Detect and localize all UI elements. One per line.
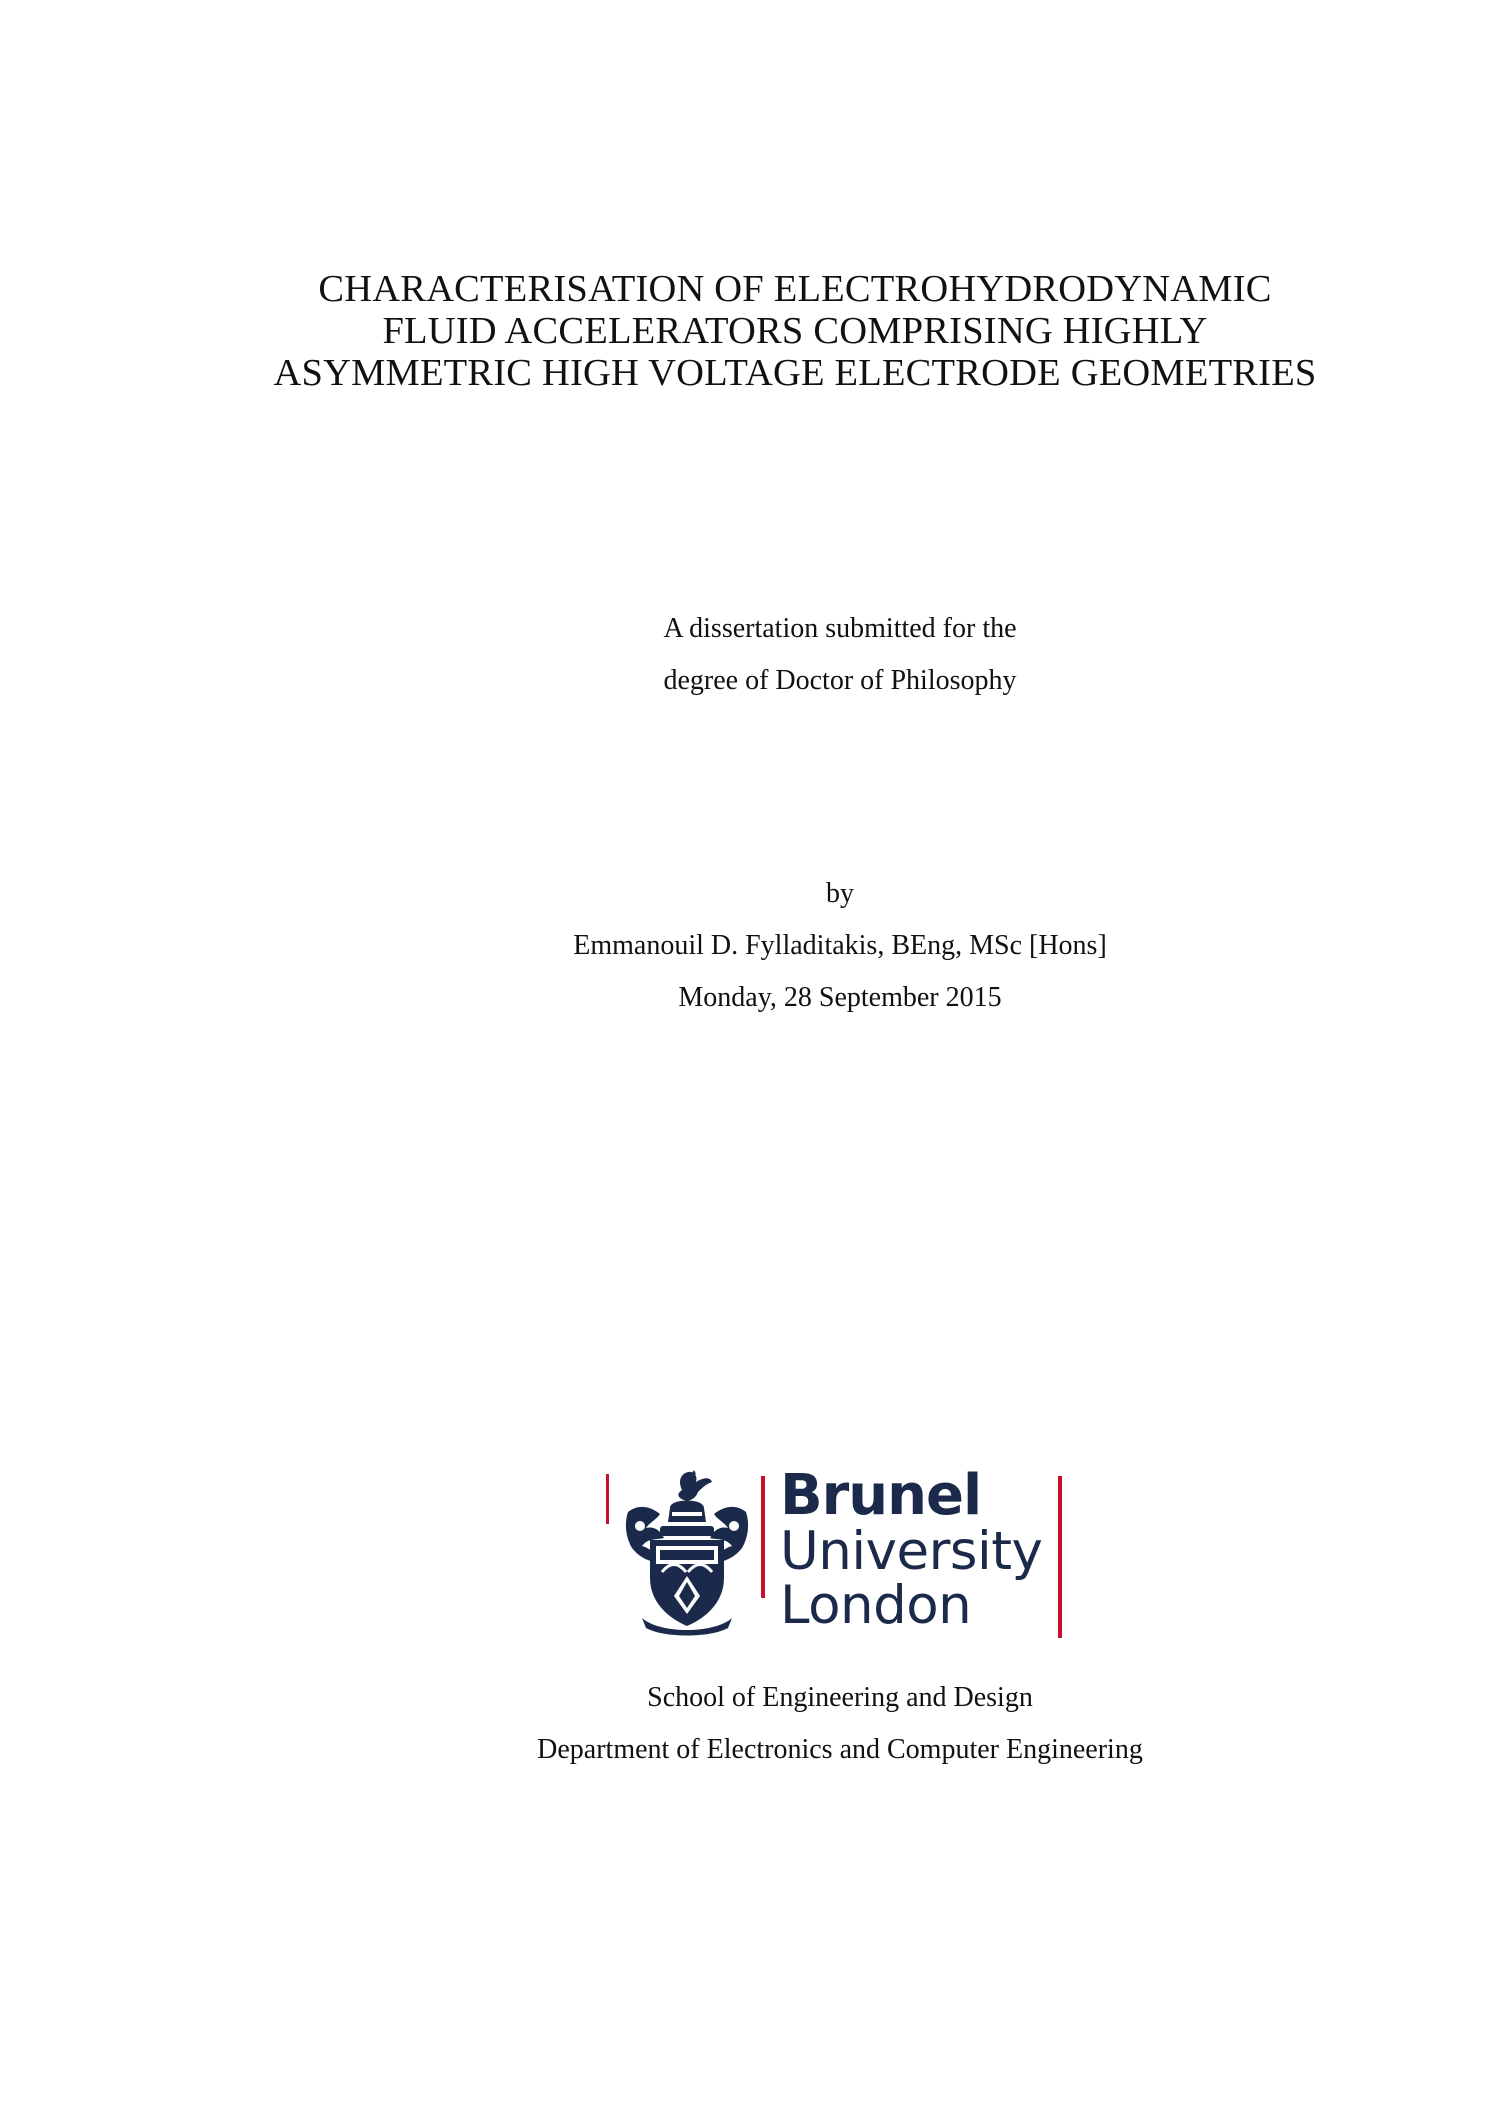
author-name: Emmanouil D. Fylladitakis, BEng, MSc [Hons] [573, 930, 1107, 961]
logo-left-rule [606, 1474, 609, 1524]
by-label: by [826, 878, 854, 909]
dissertation-statement [420, 603, 1260, 707]
submission-date: Monday, 28 September 2015 [678, 982, 1002, 1013]
author-block [420, 868, 1260, 1024]
logo-divider-rule [761, 1476, 765, 1598]
university-crest-icon [620, 1468, 754, 1636]
logo-word-london: London [780, 1575, 972, 1636]
department-name: Department of Electronics and Computer Engineering [537, 1734, 1143, 1765]
thesis-title [200, 268, 1390, 394]
school-block [420, 1672, 1260, 1776]
university-logo [606, 1463, 1066, 1638]
logo-word-brunel: Brunel [780, 1463, 982, 1528]
school-name: School of Engineering and Design [647, 1682, 1033, 1713]
dissertation-line-2: degree of Doctor of Philosophy [663, 665, 1017, 696]
logo-right-rule [1058, 1476, 1062, 1638]
thesis-title-line-3: ASYMMETRIC HIGH VOLTAGE ELECTRODE GEOMETRIES [273, 352, 1317, 394]
thesis-title-line-1: CHARACTERISATION OF ELECTROHYDRODYNAMIC [318, 268, 1272, 310]
thesis-title-line-2: FLUID ACCELERATORS COMPRISING HIGHLY [382, 310, 1208, 352]
dissertation-line-1: A dissertation submitted for the [663, 613, 1017, 644]
logo-word-university: University [780, 1521, 1043, 1582]
